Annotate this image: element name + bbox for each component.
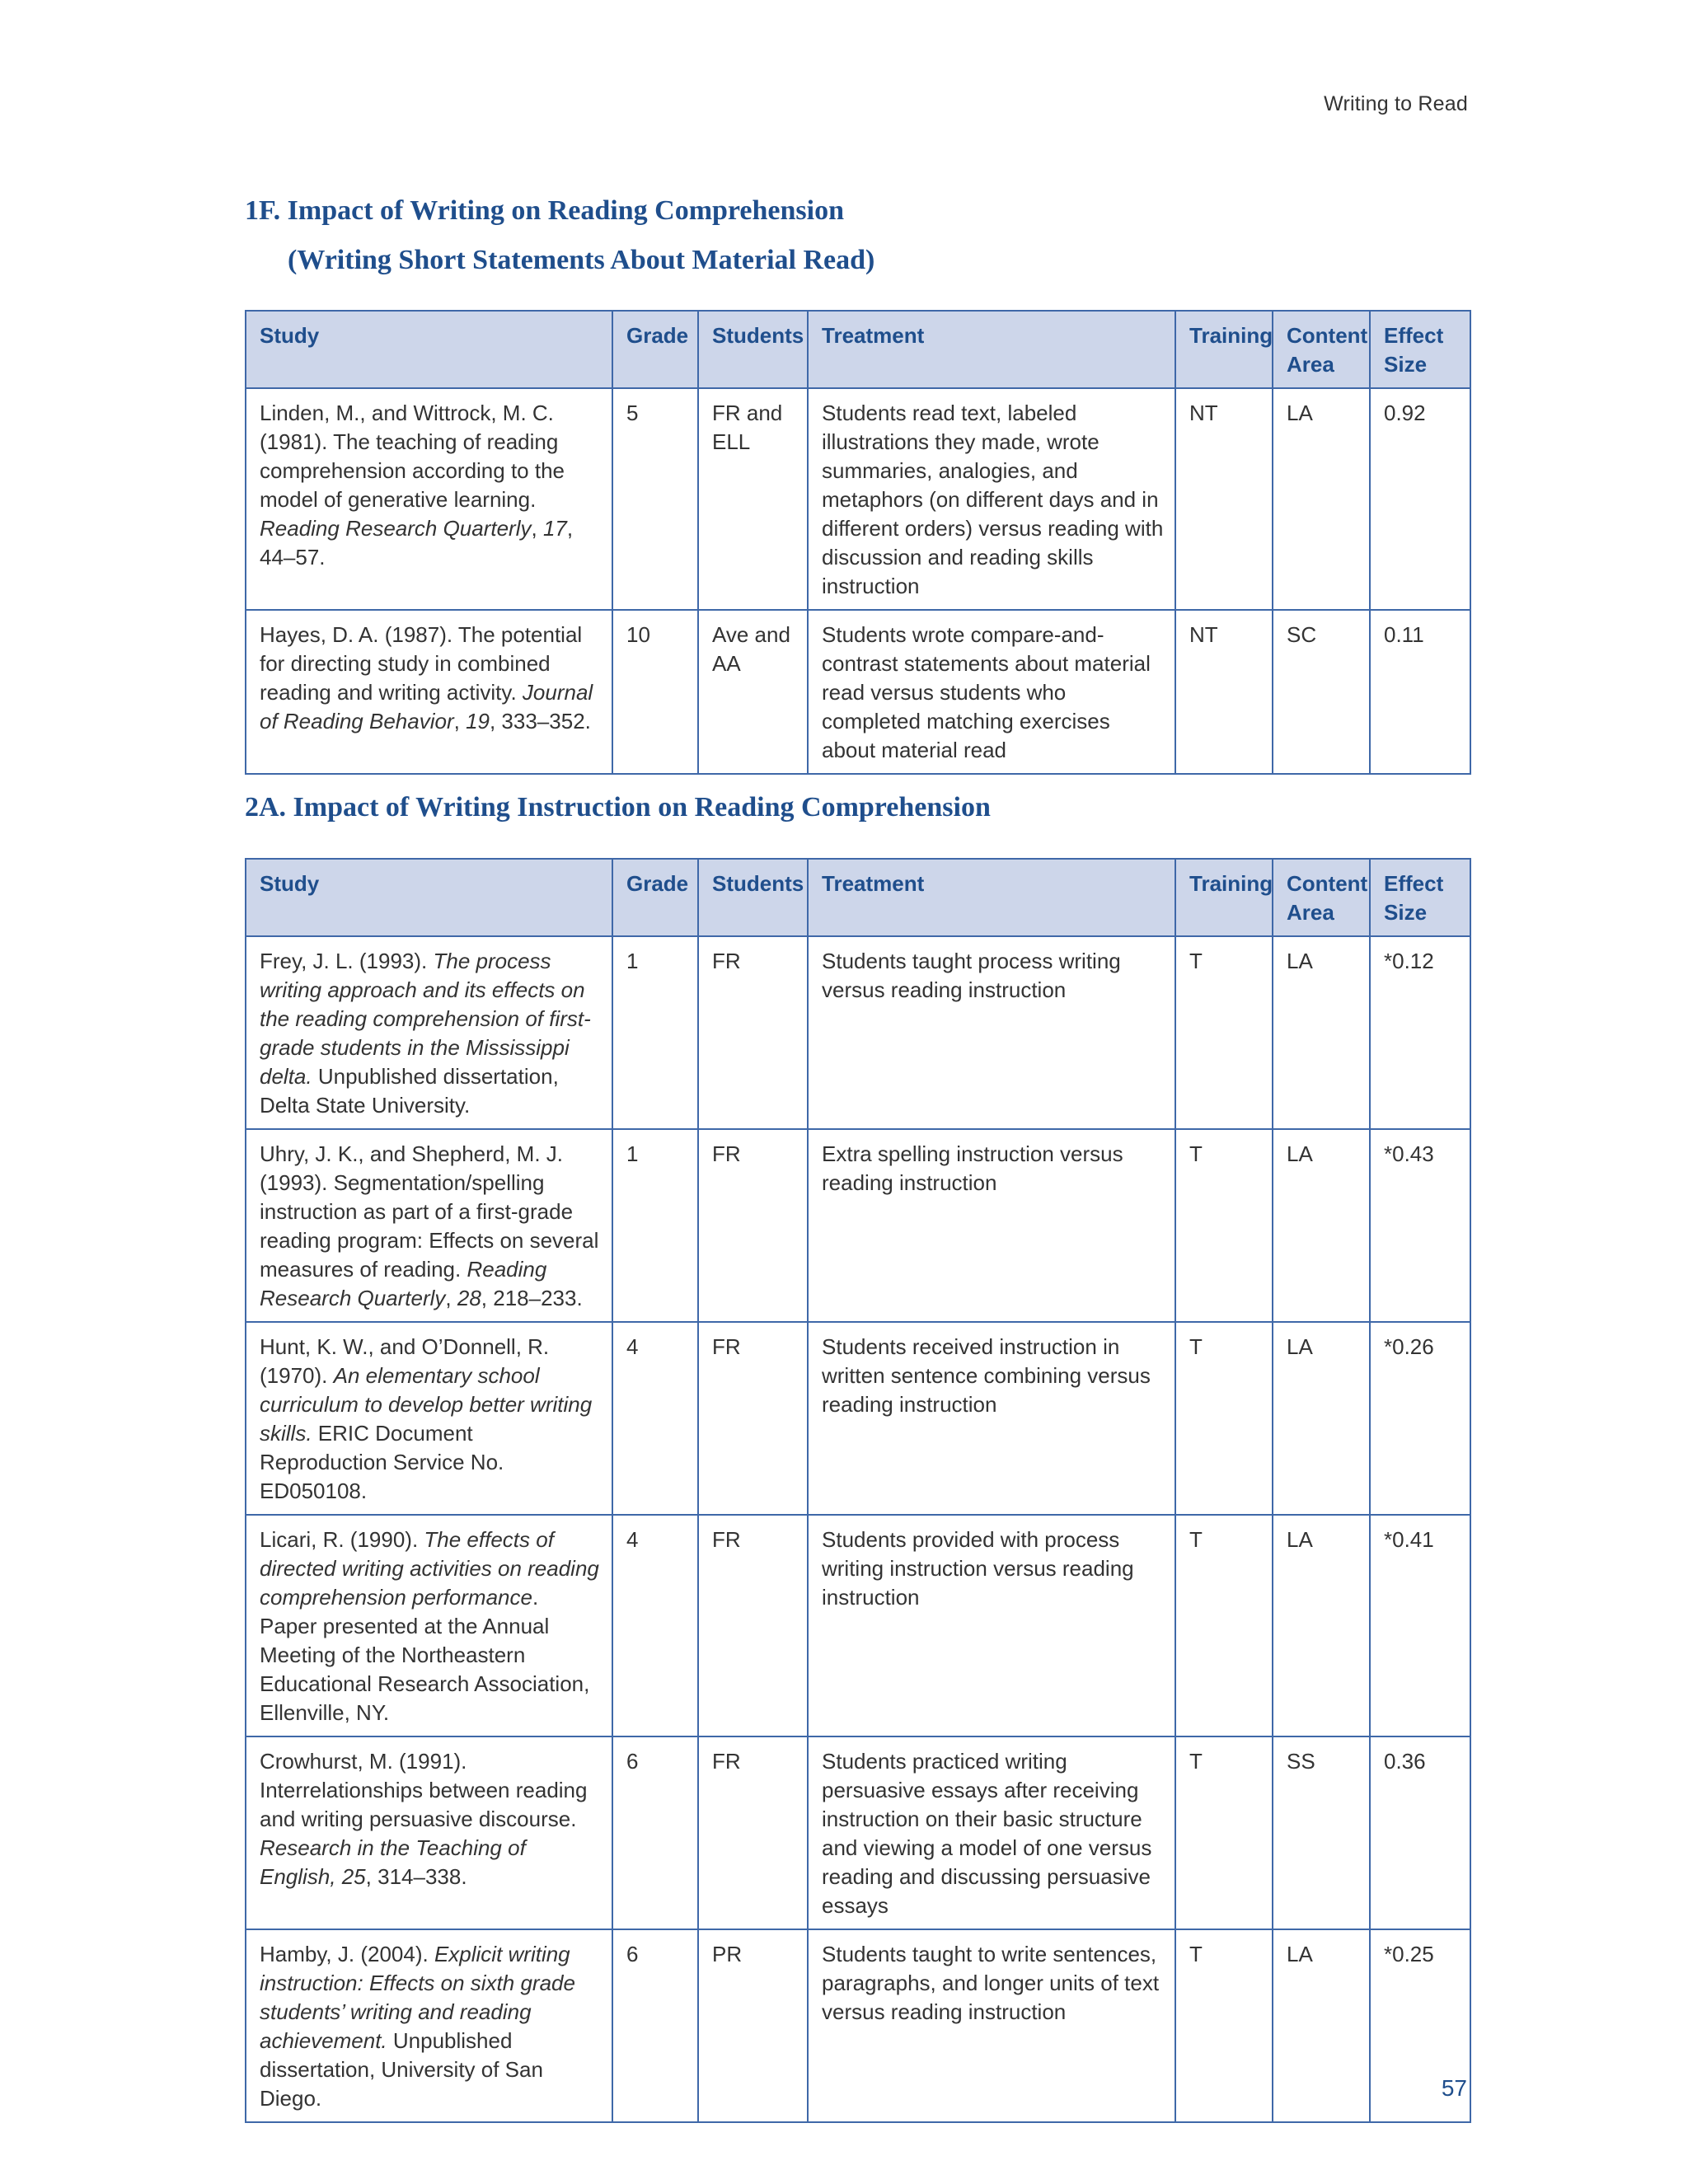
citation-segment: 19 xyxy=(466,709,490,733)
table-row xyxy=(246,1515,1470,1736)
cell-students: FR xyxy=(698,1129,808,1322)
citation-segment: The process writing approach and its effects on the reading comprehension of first-grade students in the Mississippi delta. xyxy=(260,949,591,1089)
col-header-content-area: Content Area xyxy=(1273,859,1370,936)
table-row xyxy=(246,1322,1470,1515)
cell-treatment: Students wrote compare-and-contrast statements about material read versus students who completed matching exercises about material read xyxy=(808,610,1175,774)
citation-segment: Crowhurst, M. (1991). Interrelationships between reading and writing persuasive discourse. xyxy=(260,1749,588,1831)
table-header-row xyxy=(246,859,1470,936)
citation-segment: The effects of directed writing activities on reading comprehension performance xyxy=(260,1527,599,1610)
cell-grade: 10 xyxy=(612,610,698,774)
cell-students: FR xyxy=(698,1736,808,1929)
cell-content-area: SS xyxy=(1273,1736,1370,1929)
citation-segment: Unpublished dissertation, University of San Diego. xyxy=(260,2028,543,2111)
col-header-treatment: Treatment xyxy=(808,859,1175,936)
citation-segment: Unpublished dissertation, Delta State University. xyxy=(260,1064,559,1118)
citation-segment: 17 xyxy=(542,516,567,541)
cell-study xyxy=(246,936,612,1129)
cell-training: T xyxy=(1175,1129,1273,1322)
cell-training: T xyxy=(1175,1515,1273,1736)
cell-study xyxy=(246,1929,612,2122)
cell-students: FR and ELL xyxy=(698,388,808,610)
cell-study xyxy=(246,1736,612,1929)
citation-segment: , xyxy=(531,516,543,541)
cell-content-area: LA xyxy=(1273,936,1370,1129)
cell-study xyxy=(246,388,612,610)
table-row xyxy=(246,1129,1470,1322)
cell-grade: 5 xyxy=(612,388,698,610)
cell-content-area: LA xyxy=(1273,1322,1370,1515)
citation-segment: Research in the Teaching of English, 25 xyxy=(260,1835,526,1889)
running-head: Writing to Read xyxy=(1324,92,1468,115)
citation-segment: Hunt, K. W., and O’Donnell, R. (1970). xyxy=(260,1334,550,1388)
citation-segment: , 314–338. xyxy=(365,1864,467,1889)
cell-effect-size: *0.25 xyxy=(1370,1929,1470,2122)
cell-effect-size: 0.92 xyxy=(1370,388,1470,610)
cell-effect-size: *0.26 xyxy=(1370,1322,1470,1515)
cell-effect-size: 0.36 xyxy=(1370,1736,1470,1929)
cell-study xyxy=(246,1515,612,1736)
citation-segment: Reading Research Quarterly xyxy=(260,516,532,541)
citation-segment: , 218–233. xyxy=(481,1286,583,1310)
col-header-study: Study xyxy=(246,859,612,936)
cell-study xyxy=(246,1129,612,1322)
cell-content-area: SC xyxy=(1273,610,1370,774)
table-header-row xyxy=(246,311,1470,388)
cell-training: NT xyxy=(1175,610,1273,774)
table-2a-body xyxy=(246,936,1470,2122)
col-header-study: Study xyxy=(246,311,612,388)
col-header-training: Training xyxy=(1175,311,1273,388)
cell-content-area: LA xyxy=(1273,1929,1370,2122)
cell-effect-size: *0.41 xyxy=(1370,1515,1470,1736)
cell-grade: 4 xyxy=(612,1322,698,1515)
cell-students: PR xyxy=(698,1929,808,2122)
cell-study xyxy=(246,610,612,774)
col-header-effect-size: Effect Size xyxy=(1370,859,1470,936)
col-header-grade: Grade xyxy=(612,859,698,936)
citation-segment: Licari, R. (1990). xyxy=(260,1527,424,1552)
section-2a-title-text: 2A. Impact of Writing Instruction on Reading Comprehension xyxy=(245,792,991,823)
cell-content-area: LA xyxy=(1273,388,1370,610)
cell-students: FR xyxy=(698,1515,808,1736)
col-header-content-area: Content Area xyxy=(1273,311,1370,388)
citation-segment: Explicit writing instruction: Effects on sixth grade students’ writing and reading achievement. xyxy=(260,1942,575,2053)
table-1f xyxy=(245,310,1471,775)
citation-segment: Reading Research Quarterly xyxy=(260,1257,547,1310)
section-1f-title-line1: 1F. Impact of Writing on Reading Comprehension xyxy=(245,195,844,226)
cell-treatment: Students read text, labeled illustrations they made, wrote summaries, analogies, and metaphors (on different days and in different orders) versus reading with discussion and reading skills instruction xyxy=(808,388,1175,610)
cell-training: T xyxy=(1175,1929,1273,2122)
cell-grade: 4 xyxy=(612,1515,698,1736)
cell-training: NT xyxy=(1175,388,1273,610)
citation-segment: An elementary school curriculum to develop better writing skills. xyxy=(260,1363,593,1446)
cell-grade: 1 xyxy=(612,936,698,1129)
cell-students: Ave and AA xyxy=(698,610,808,774)
section-1f-title xyxy=(245,186,874,285)
cell-content-area: LA xyxy=(1273,1515,1370,1736)
table-row xyxy=(246,1736,1470,1929)
citation-segment: Linden, M., and Wittrock, M. C. (1981). The teaching of reading comprehension according to the model of generative learning. xyxy=(260,401,565,512)
table-row xyxy=(246,610,1470,774)
cell-effect-size: 0.11 xyxy=(1370,610,1470,774)
col-header-effect-size: Effect Size xyxy=(1370,311,1470,388)
page-number: 57 xyxy=(1441,2075,1467,2101)
col-header-students: Students xyxy=(698,859,808,936)
section-2a-title xyxy=(245,783,991,832)
citation-segment: Uhry, J. K., and Shepherd, M. J. (1993). Segmentation/spelling instruction as part of a first-grade reading program: Effects on several measures of reading. xyxy=(260,1141,599,1282)
cell-effect-size: *0.43 xyxy=(1370,1129,1470,1322)
citation-segment: 28 xyxy=(457,1286,481,1310)
citation-segment: , 44–57. xyxy=(260,516,574,569)
cell-study xyxy=(246,1322,612,1515)
col-header-treatment: Treatment xyxy=(808,311,1175,388)
table-row xyxy=(246,936,1470,1129)
table-2a xyxy=(245,858,1471,2123)
cell-training: T xyxy=(1175,1736,1273,1929)
cell-treatment: Extra spelling instruction versus reading instruction xyxy=(808,1129,1175,1322)
cell-students: FR xyxy=(698,936,808,1129)
cell-treatment: Students taught to write sentences, paragraphs, and longer units of text versus reading instruction xyxy=(808,1929,1175,2122)
table-row xyxy=(246,388,1470,610)
table-1f-body xyxy=(246,388,1470,774)
cell-content-area: LA xyxy=(1273,1129,1370,1322)
citation-segment: . Paper presented at the Annual Meeting of the Northeastern Educational Research Association, Ellenville, NY. xyxy=(260,1585,590,1725)
citation-segment: , xyxy=(445,1286,457,1310)
col-header-training: Training xyxy=(1175,859,1273,936)
cell-treatment: Students provided with process writing instruction versus reading instruction xyxy=(808,1515,1175,1736)
cell-treatment: Students received instruction in written sentence combining versus reading instruction xyxy=(808,1322,1175,1515)
cell-treatment: Students taught process writing versus reading instruction xyxy=(808,936,1175,1129)
cell-grade: 6 xyxy=(612,1736,698,1929)
cell-training: T xyxy=(1175,1322,1273,1515)
citation-segment: , xyxy=(453,709,467,733)
col-header-students: Students xyxy=(698,311,808,388)
cell-students: FR xyxy=(698,1322,808,1515)
col-header-grade: Grade xyxy=(612,311,698,388)
citation-segment: ERIC Document Reproduction Service No. ED050108. xyxy=(260,1421,504,1503)
citation-segment: Hamby, J. (2004). xyxy=(260,1942,434,1966)
cell-effect-size: *0.12 xyxy=(1370,936,1470,1129)
citation-segment: Journal of Reading Behavior xyxy=(260,680,593,733)
cell-treatment: Students practiced writing persuasive essays after receiving instruction on their basic structure and viewing a model of one versus reading and discussing persuasive essays xyxy=(808,1736,1175,1929)
cell-grade: 6 xyxy=(612,1929,698,2122)
cell-grade: 1 xyxy=(612,1129,698,1322)
table-row xyxy=(246,1929,1470,2122)
citation-segment: , 333–352. xyxy=(489,709,591,733)
citation-segment: Hayes, D. A. (1987). The potential for directing study in combined reading and writing activity. xyxy=(260,622,583,705)
cell-training: T xyxy=(1175,936,1273,1129)
section-1f-title-line2: (Writing Short Statements About Material Read) xyxy=(288,245,875,275)
citation-segment: Frey, J. L. (1993). xyxy=(260,949,434,973)
